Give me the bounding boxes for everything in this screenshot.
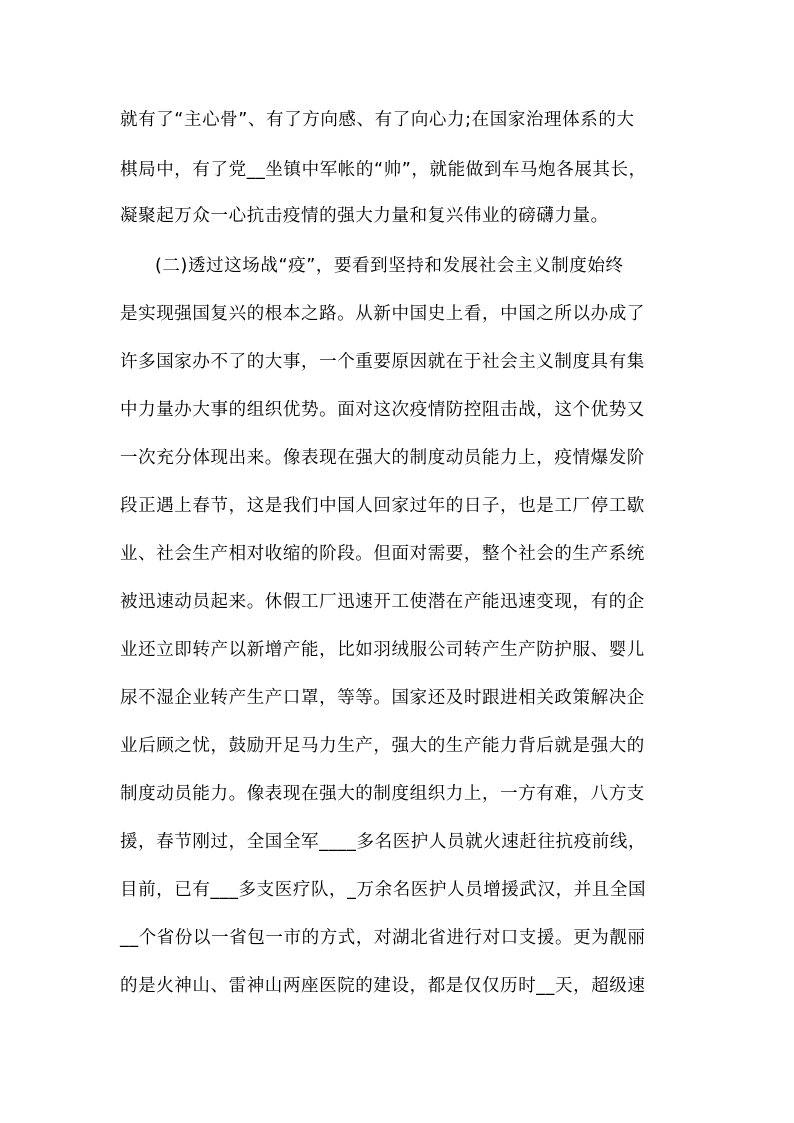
text-line: 援，春节刚过，全国全军____多名医护人员就火速赶往抗疫前线，: [120, 832, 647, 852]
text-line: 业后顾之忧，鼓励开足马力生产，强大的生产能力背后就是强大的: [120, 736, 645, 756]
text-line: 目前，已有___多支医疗队，_万余名医护人员增援武汉，并且全国: [120, 880, 647, 900]
text-line: 段正遇上春节，这是我们中国人回家过年的日子，也是工厂停工歇: [120, 496, 645, 516]
text-line: 制度动员能力。像表现在强大的制度组织力上，一方有难，八方支: [120, 784, 645, 804]
text-line: 是实现强国复兴的根本之路。从新中国史上看，中国之所以办成了: [120, 304, 645, 324]
text-line: 许多国家办不了的大事，一个重要原因就在于社会主义制度具有集: [120, 352, 645, 372]
text-line: 凝聚起万众一心抗击疫情的强大力量和复兴伟业的磅礴力量。: [120, 206, 609, 226]
text-line: 业还立即转产以新增产能，比如羽绒服公司转产生产防护服、婴儿: [120, 640, 645, 660]
text-line: 被迅速动员起来。休假工厂迅速开工使潜在产能迅速变现，有的企: [120, 592, 645, 612]
text-line: __个省份以一省包一市的方式，对湖北省进行对口支援。更为靓丽: [120, 928, 646, 948]
paragraph-heading-line: (二)透过这场战“疫”，要看到坚持和发展社会主义制度始终: [155, 256, 624, 276]
text-line: 就有了“主心骨”、有了方向感、有了向心力;在国家治理体系的大: [120, 110, 635, 130]
text-line: 棋局中，有了党__坐镇中军帐的“帅”，就能做到车马炮各展其长，: [120, 160, 647, 180]
text-line: 一次充分体现出来。像表现在强大的制度动员能力上，疫情爆发阶: [120, 448, 645, 468]
text-line: 业、社会生产相对收缩的阶段。但面对需要，整个社会的生产系统: [120, 544, 645, 564]
text-line: 的是火神山、雷神山两座医院的建设，都是仅仅历时__天，超级速: [120, 976, 646, 996]
text-line: 中力量办大事的组织优势。面对这次疫情防控阻击战，这个优势又: [120, 400, 645, 420]
text-line: 尿不湿企业转产生产口罩，等等。国家还及时跟进相关政策解决企: [120, 688, 645, 708]
